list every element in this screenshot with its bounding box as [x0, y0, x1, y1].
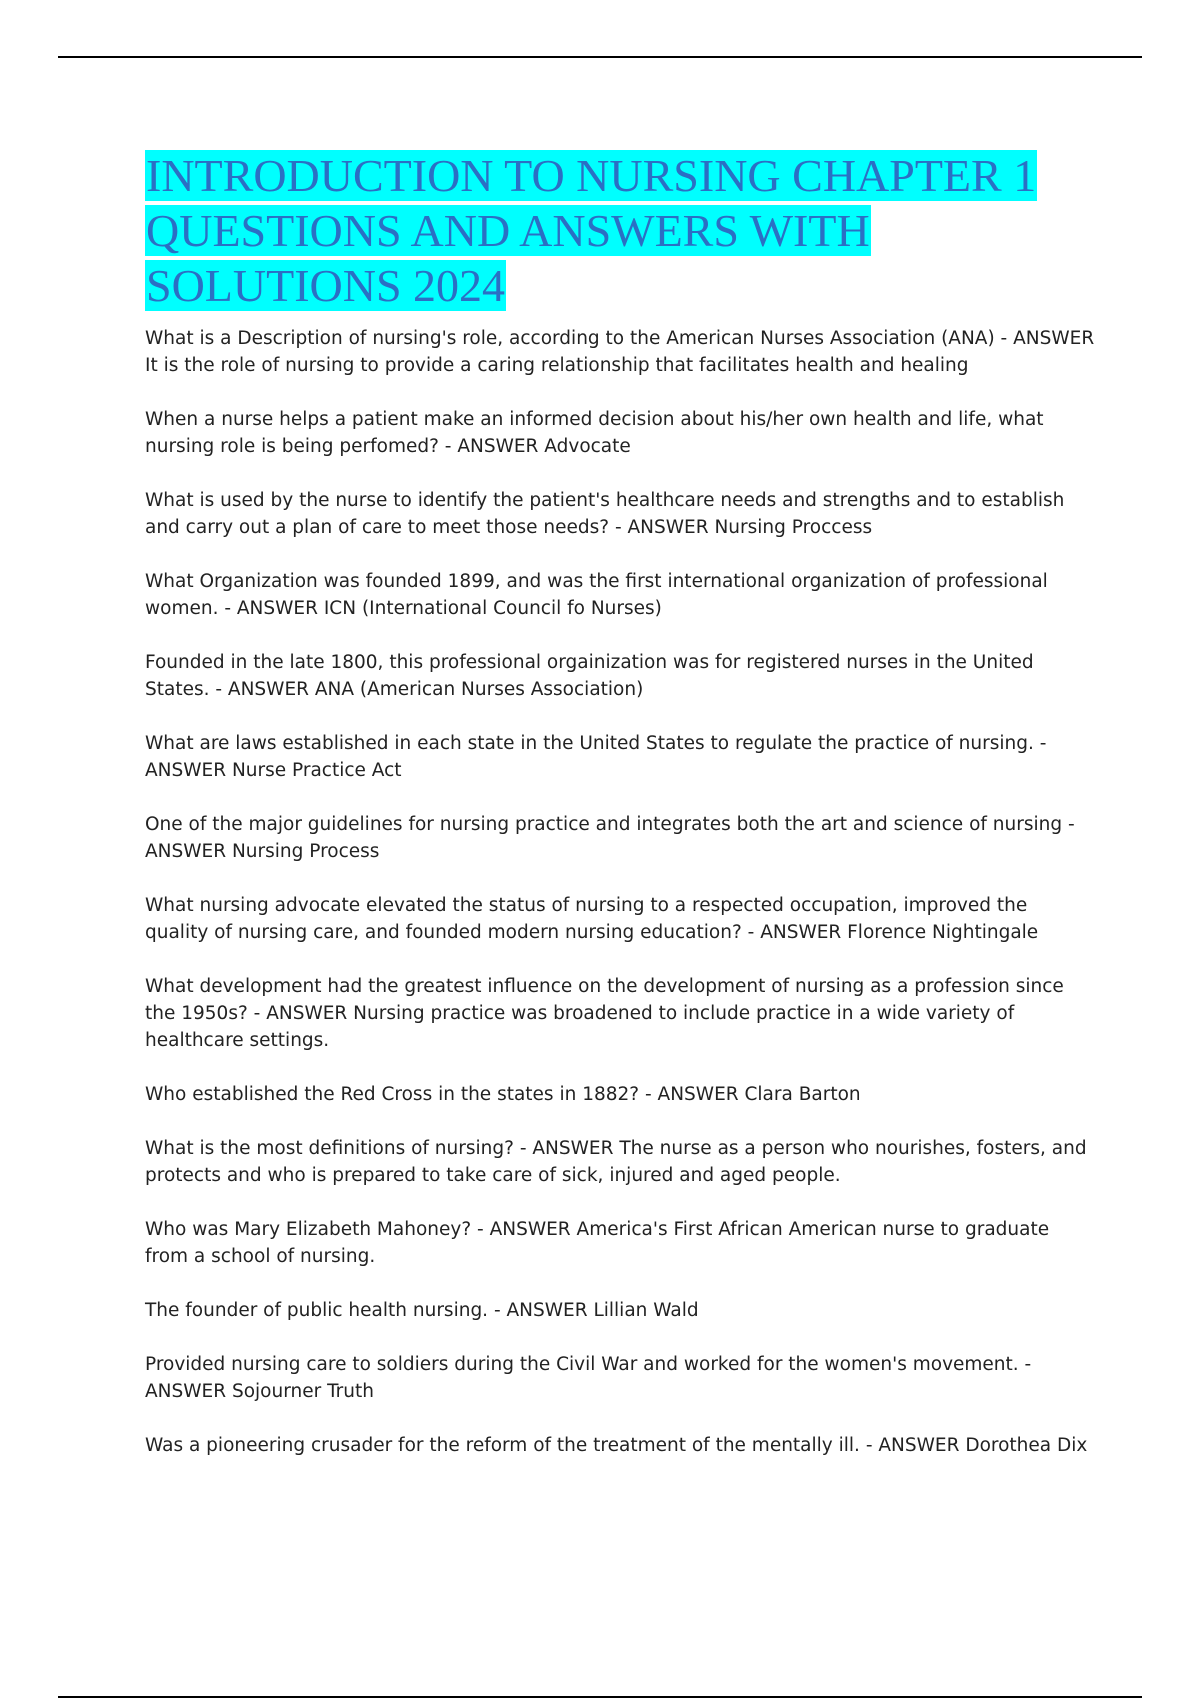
qa-item-2: When a nurse helps a patient make an informed decision about his/her own health and life, what nursing role is being perfomed? - ANSWER Advocate [145, 409, 1044, 457]
qa-item-13: The founder of public health nursing. - ANSWER Lillian Wald [145, 1300, 699, 1321]
qa-item-10: Who established the Red Cross in the states in 1882? - ANSWER Clara Barton [145, 1084, 861, 1105]
document-body [145, 148, 1095, 1486]
qa-item-8: What nursing advocate elevated the status of nursing to a respected occupation, improved the quality of nursing care, and founded modern nursing education? - ANSWER Florence Nightingale [145, 895, 1039, 943]
qa-item-14: Provided nursing care to soldiers during the Civil War and worked for the women's movement. - ANSWER Sojourner Truth [145, 1354, 1032, 1402]
qa-item-12: Who was Mary Elizabeth Mahoney? - ANSWER America's First African American nurse to graduate from a school of nursing. [145, 1219, 1050, 1267]
top-divider [58, 56, 1142, 58]
qa-item-3: What is used by the nurse to identify the patient's healthcare needs and strengths and to establish and carry out a plan of care to meet those needs? - ANSWER Nursing Proccess [145, 490, 1065, 538]
document-title-text: INTRODUCTION TO NURSING CHAPTER 1 QUESTIONS AND ANSWERS WITH SOLUTIONS 2024 [146, 150, 1037, 311]
bottom-divider [58, 1696, 1142, 1698]
qa-list [145, 325, 1095, 1459]
qa-item-6: What are laws established in each state in the United States to regulate the practice of nursing. - ANSWER Nurse Practice Act [145, 733, 1047, 781]
document-title [145, 148, 1095, 313]
qa-item-15: Was a pioneering crusader for the reform of the treatment of the mentally ill. - ANSWER Dorothea Dix [145, 1435, 1088, 1456]
qa-item-7: One of the major guidelines for nursing practice and integrates both the art and science of nursing - ANSWER Nursing Process [145, 814, 1075, 862]
qa-item-1: What is a Description of nursing's role, according to the American Nurses Association (ANA) - ANSWER It is the role of nursing to provide a caring relationship that facilitates health and healing [145, 328, 1095, 376]
qa-item-11: What is the most definitions of nursing? - ANSWER The nurse as a person who nourishes, fosters, and protects and who is prepared to take care of sick, injured and aged people. [145, 1138, 1087, 1186]
qa-item-5: Founded in the late 1800, this professional orgainization was for registered nurses in the United States. - ANSWER ANA (American Nurses Association) [145, 652, 1034, 700]
qa-item-4: What Organization was founded 1899, and was the first international organization of professional women. - ANSWER ICN (International Council fo Nurses) [145, 571, 1048, 619]
qa-item-9: What development had the greatest influence on the development of nursing as a profession since the 1950s? - ANSWER Nursing practice was broadened to include practice in a wide variety of healthcare settings. [145, 976, 1064, 1051]
